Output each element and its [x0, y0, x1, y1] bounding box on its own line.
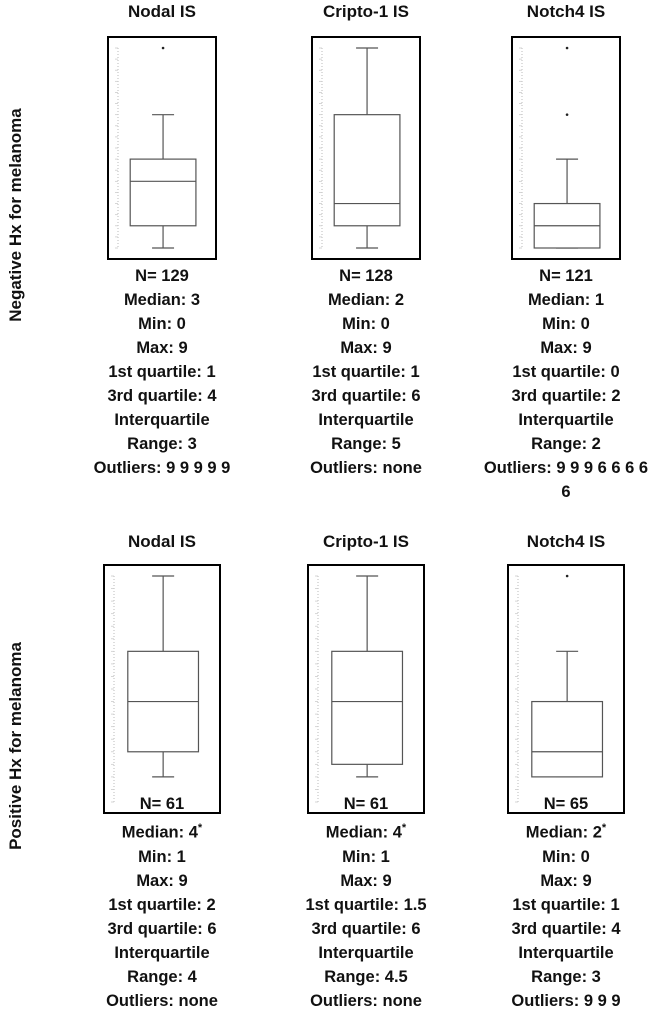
stat-n: N= 129	[135, 267, 189, 285]
box-plot-panel	[266, 532, 466, 1010]
stat-min: Min: 0	[542, 315, 590, 333]
stat-q3: 3rd quartile: 6	[311, 387, 421, 405]
stat-iqr-label: Interquartile	[518, 411, 614, 429]
stat-iqr: Range: 5	[331, 435, 401, 453]
stat-min: Min: 0	[138, 315, 186, 333]
outlier-point	[566, 47, 569, 50]
stat-n: N= 61	[139, 795, 185, 813]
stat-iqr-label: Interquartile	[318, 411, 414, 429]
stat-n: N= 128	[339, 267, 393, 285]
panel-title: Nodal IS	[127, 532, 196, 551]
panel-title: Nodal IS	[127, 2, 196, 21]
stat-outliers: Outliers: 9 9 9	[511, 991, 621, 1010]
stat-outliers: Outliers: none	[310, 459, 422, 477]
box-plot-panel	[466, 532, 661, 1010]
stat-min: Min: 0	[342, 315, 390, 333]
outlier-point	[162, 47, 165, 50]
panel-title: Notch4 IS	[526, 2, 606, 21]
outlier-point	[566, 575, 569, 578]
plot-frame	[307, 564, 425, 814]
stat-max: Max: 9	[340, 339, 392, 357]
stat-q1: 1st quartile: 2	[108, 895, 216, 914]
stat-iqr-label: Interquartile	[318, 943, 414, 962]
plot-frame	[107, 36, 217, 260]
summary-stats	[62, 792, 262, 1013]
stat-outliers: Outliers: none	[106, 991, 218, 1010]
stat-iqr: Range: 3	[531, 967, 601, 986]
summary-stats	[266, 792, 466, 1013]
summary-stats	[266, 264, 466, 480]
stat-q1: 1st quartile: 1	[512, 895, 620, 914]
plot-frame	[103, 564, 221, 814]
panel-title: Cripto-1 IS	[323, 2, 409, 21]
significance-mark: *	[197, 822, 203, 834]
stat-q3: 3rd quartile: 4	[511, 919, 621, 938]
stat-q1: 1st quartile: 1.5	[305, 895, 427, 914]
box-plot-panel	[266, 2, 466, 477]
box-plot-svg	[309, 566, 423, 812]
significance-mark: *	[401, 822, 407, 834]
box-plot-svg	[105, 566, 219, 812]
stat-median: Median: 4*	[121, 822, 203, 842]
box-plot-panel	[466, 2, 661, 501]
stat-min: Min: 1	[138, 847, 186, 866]
iqr-box	[334, 115, 400, 226]
stat-n: N= 61	[343, 795, 389, 813]
plot-frame	[507, 564, 625, 814]
stat-min: Min: 0	[542, 847, 590, 866]
stat-iqr: Range: 4	[127, 967, 197, 986]
summary-stats	[466, 264, 661, 504]
stat-outliers: Outliers: 9 9 9 9 9	[93, 459, 231, 477]
stat-median: Median: 2*	[525, 822, 607, 842]
stat-n: N= 121	[539, 267, 593, 285]
stat-max: Max: 9	[136, 871, 188, 890]
panel-title: Notch4 IS	[526, 532, 606, 551]
stat-max: Max: 9	[340, 871, 392, 890]
stat-q3: 3rd quartile: 2	[511, 387, 621, 405]
stat-q1: 1st quartile: 1	[108, 363, 216, 381]
stat-outliers: Outliers: none	[310, 991, 422, 1010]
stat-q3: 3rd quartile: 6	[107, 919, 217, 938]
stat-q3: 3rd quartile: 4	[107, 387, 217, 405]
stat-n: N= 65	[543, 795, 589, 813]
stat-iqr-label: Interquartile	[114, 411, 210, 429]
row-label-negative: Negative Hx for melanoma	[6, 108, 25, 322]
significance-mark: *	[601, 822, 607, 834]
stat-outliers: Outliers: 9 9 9 6 6 6 6 6	[483, 459, 649, 501]
box-plot-svg	[513, 38, 619, 258]
stat-median: Median: 1	[527, 291, 605, 309]
summary-stats	[466, 792, 661, 1013]
iqr-box	[130, 159, 196, 226]
stat-max: Max: 9	[136, 339, 188, 357]
outlier-point	[566, 113, 569, 116]
panel-title: Cripto-1 IS	[323, 532, 409, 551]
iqr-box	[532, 702, 603, 777]
stat-min: Min: 1	[342, 847, 390, 866]
stat-max: Max: 9	[540, 339, 592, 357]
stat-iqr-label: Interquartile	[518, 943, 614, 962]
box-plot-svg	[109, 38, 215, 258]
summary-stats	[62, 264, 262, 480]
row-label-positive: Positive Hx for melanoma	[6, 642, 25, 850]
stat-median: Median: 4*	[325, 822, 407, 842]
stat-max: Max: 9	[540, 871, 592, 890]
stat-median: Median: 3	[123, 291, 201, 309]
box-plot-svg	[313, 38, 419, 258]
box-plot-svg	[509, 566, 623, 812]
stat-q1: 1st quartile: 0	[512, 363, 620, 381]
plot-frame	[511, 36, 621, 260]
stat-iqr: Range: 2	[531, 435, 601, 453]
plot-frame	[311, 36, 421, 260]
stat-q3: 3rd quartile: 6	[311, 919, 421, 938]
stat-iqr: Range: 3	[127, 435, 197, 453]
box-plot-panel	[62, 532, 262, 1010]
box-plot-panel	[62, 2, 262, 477]
stat-iqr: Range: 4.5	[324, 967, 408, 986]
stat-median: Median: 2	[327, 291, 405, 309]
iqr-box	[332, 651, 403, 764]
stat-q1: 1st quartile: 1	[312, 363, 420, 381]
stat-iqr-label: Interquartile	[114, 943, 210, 962]
